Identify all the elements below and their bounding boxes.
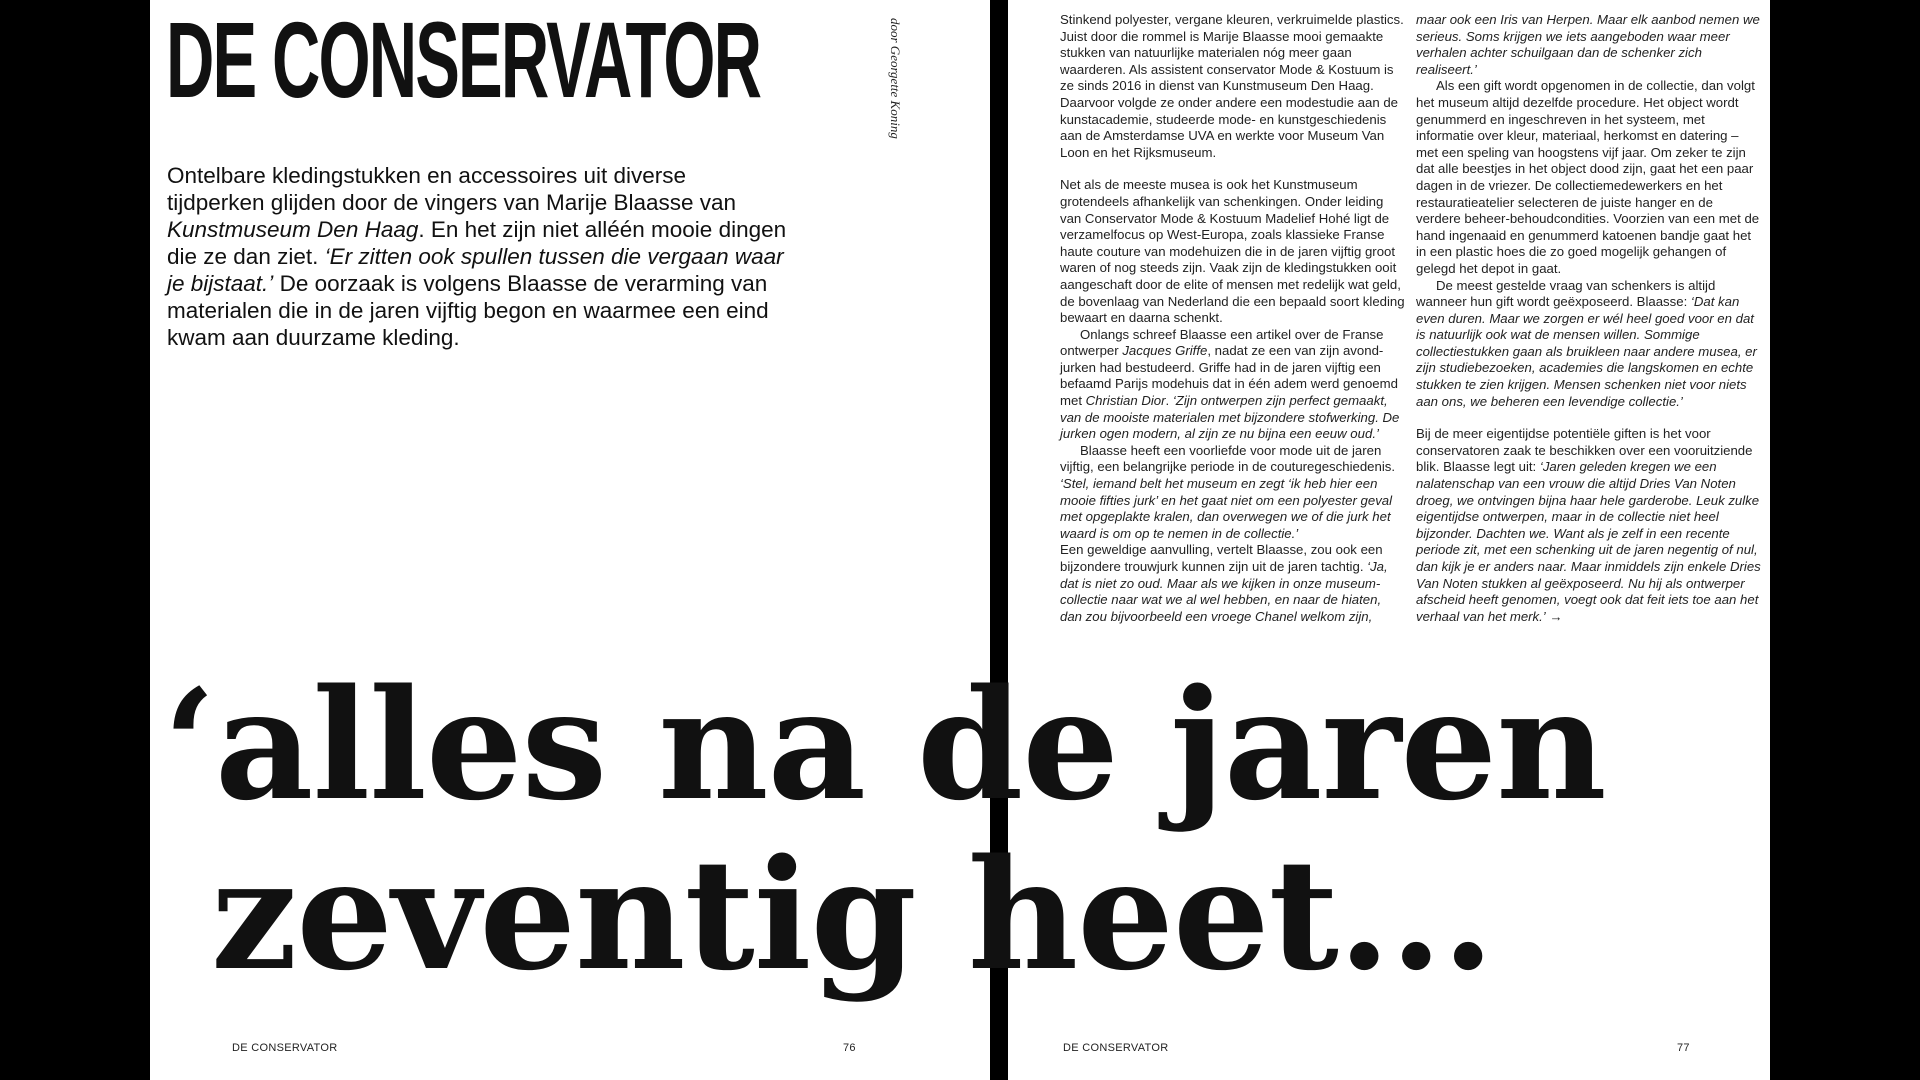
footer-left-page-number: 76 xyxy=(843,1042,856,1054)
footer-right-page-number: 77 xyxy=(1677,1042,1690,1054)
pull-quote-line-1: ‘alles na de jaren xyxy=(163,655,1606,834)
body-column-1 xyxy=(1060,12,1405,625)
col1-paragraph-1: Stinkend polyester, vergane kleuren, verkruimelde plastics. Juist door die rommel is Marije Blaasse mooi gemaakte stukken van natuurlijke materialen nóg meer gaan waarderen. Als assistent conservator Mode & Kostuum is ze sinds 2016 in dienst van Kunstmuseum Den Haag. Daarvoor volgde ze onder andere een modestudie aan de kunstacademie, studeerde mode- en kunstgeschiedenis aan de Amsterdamse UVA en werkte voor Museum Van Loon en het Rijksmuseum. xyxy=(1060,12,1404,160)
body-column-2 xyxy=(1416,12,1761,625)
intro-museum: Kunstmuseum Den Haag xyxy=(167,217,419,242)
pull-quote-line-2: zeventig heet... xyxy=(211,825,1494,1004)
intro-text-1: Ontelbare kledingstukken en accessoires uit diverse tijdperken glijden door de vingers van Marije Blaasse van xyxy=(167,163,737,215)
col2-p3-text: De meest gestelde vraag van schenkers is altijd wanneer hun gift wordt geëxposeerd. Blaasse: xyxy=(1416,277,1716,310)
footer-right-section-name: DE CONSERVATOR xyxy=(1063,1042,1169,1054)
col1-paragraph-3 xyxy=(1060,327,1405,443)
col2-p1-quote: maar ook een Iris van Herpen. Maar elk aanbod nemen we serieus. Soms krijgen we iets aangeboden waar meer verhalen achter schuilgaan dan de schenker zich realiseert.’ xyxy=(1416,12,1760,77)
intro-paragraph xyxy=(167,162,787,351)
continue-arrow-icon: → xyxy=(1545,608,1563,624)
col1-paragraph-5 xyxy=(1060,542,1405,625)
pull-quote xyxy=(163,655,1763,1004)
col1-p3-name: Jacques Griffe xyxy=(1122,343,1208,359)
footer-left-section-name: DE CONSERVATOR xyxy=(232,1042,338,1054)
intro-quote: ‘Er zitten ook spullen tussen die vergaan waar je bijstaat.’ xyxy=(167,244,784,296)
col2-paragraph-3 xyxy=(1416,278,1761,411)
byline: door Georgette Koning xyxy=(888,18,903,139)
col1-paragraph-4 xyxy=(1060,443,1405,543)
col1-p4-quote: ‘Stel, iemand belt het museum en zegt ‘ik heb hier een mooie fifties jurk’ en het gaat niet om een polyester geval met opgeplakte kralen, dan overwegen we of die jurk het waard is om op te nemen in de collectie.’ xyxy=(1060,476,1393,541)
col2-paragraph-2: Als een gift wordt opgenomen in de collectie, dan volgt het museum altijd dezelfde procedure. Het object wordt genummerd en ingeschreven in het systeem, met informatie over kleur, materiaal, herkomst en datering – met een speling van hoogstens vijf jaar. Om zeker te zijn dat alle beestjes in het object dood zijn, gaat het een paar dagen in de vriezer. De collectiemedewerkers en het restauratieatelier selecteren de juiste hanger en de verdere beheer-behoudcondities. Voorzien van een met de hand ingenaaid en genummerd katoenen bandje gaat het in een plastic hoes die zo goed mogelijk gehangen of gelegd het depot in gaat. xyxy=(1416,78,1760,276)
col2-p3-quote: ‘Dat kan even duren. Maar we zorgen er wél heel goed voor en dat is natuurlijk ook wat de mensen willen. Sommige collectiestukken gaan als bruikleen naar andere musea, er zijn studiebezoeken, academies die langskomen en echte stukken te zien krijgen. Mensen schenken niet voor niets aan ons, we beheren een levendige collectie.’ xyxy=(1416,294,1757,409)
col1-p3-quote: ‘Zijn ontwerpen zijn perfect gemaakt, van de mooiste materialen met bijzondere stofwerking. De jurken ogen modern, al zijn ze nu bijna een eeuw oud.’ xyxy=(1060,393,1400,442)
intro-text-2: . En het zijn niet alléén mooie dingen die ze dan ziet. xyxy=(167,217,787,269)
col1-p3-name2: Christian Dior xyxy=(1085,393,1166,409)
col1-p5-text: Een geweldige aanvulling, vertelt Blaasse, zou ook een bijzondere trouwjurk kunnen zijn uit de jaren tachtig. xyxy=(1060,542,1383,574)
intro-text-3: De oorzaak is volgens Blaasse de verarming van materialen die in de jaren vijftig begon en waarmee een eind kwam aan duurzame kleding. xyxy=(167,271,769,350)
col1-p3-text-a: Onlangs schreef Blaasse een artikel over de Franse ontwerper xyxy=(1060,326,1384,359)
col1-p5-quote: ‘Ja, dat is niet zo oud. Maar als we kijken in onze museumcollectie naar wat we al wel hebben, en naar de hiaten, dan zou bijvoorbeeld een vroege Chanel welkom zijn, xyxy=(1060,559,1388,624)
col2-paragraph-1 xyxy=(1416,12,1761,78)
col2-p4-text: Bij de meer eigentijdse potentiële giften is het voor conservatoren zaak te beschikken over een vooruitziende blik. Blaasse legt uit: xyxy=(1416,426,1753,475)
col2-paragraph-4 xyxy=(1416,426,1761,625)
spread-gutter xyxy=(990,0,1008,634)
col1-p3-text-c: . xyxy=(1165,393,1173,409)
col1-p4-text: Blaasse heeft een voorliefde voor mode uit de jaren vijftig, een belangrijke periode in de couturegeschiedenis. xyxy=(1060,442,1396,475)
col1-p3-text-b: , nadat ze een van zijn avondjurken had bestudeerd. Griffe had in de jaren vijftig een befaamd Parijs modehuis dat in één adem werd genoemd met xyxy=(1060,343,1398,409)
col2-p4-quote: ‘Jaren geleden kregen we een nalatenschap van een vrouw die altijd Dries Van Noten droeg, we ontvingen bijna haar hele garderobe. Leuk zulke eigentijdse ontwerpen, maar in de collectie niet heel bijzonder. Dachten we. Want als je zelf in een recente periode zit, met een schenking uit de jaren negentig of nul, dan kijk je er anders naar. Maar inmiddels zijn enkele Dries Van Noten stukken al geëxposeerd. Nu hij als ontwerper afscheid heeft genomen, voegt ook dat feit iets toe aan het verhaal van het merk.’ xyxy=(1416,459,1761,624)
article-title: DE CONSERVATOR xyxy=(166,0,761,120)
col1-paragraph-2: Net als de meeste musea is ook het Kunstmuseum grotendeels afhankelijk van schenkingen. Onder leiding van Conservator Mode & Kostuum Madelief Hohé ligt de verzamelfocus op West-Europa, zoals klassieke Franse haute couture van modehuizen die in de jaren vijftig groot waren of nog steeds zijn. Vaak zijn de kledingstukken ooit aangeschaft door de elite of mensen met redelijk wat geld, de bovenlaag van Nederland die een bepaald soort kleding bewaart en daarna schenkt. xyxy=(1060,177,1405,326)
